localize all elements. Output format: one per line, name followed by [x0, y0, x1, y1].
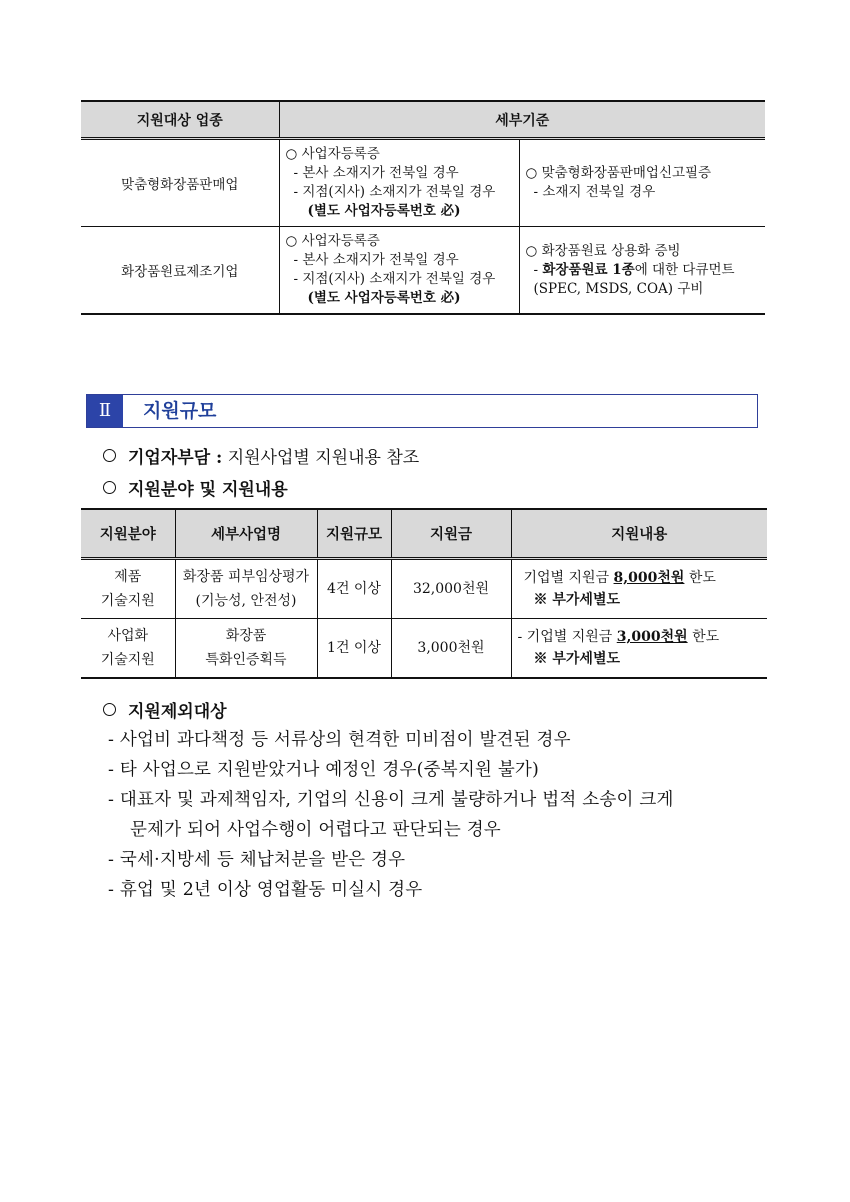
support-table — [81, 508, 767, 679]
list-item: - 타 사업으로 지원받았거나 예정인 경우(중복지원 불가) — [108, 760, 540, 780]
industry-name: 맞춤형화장품판매업 — [81, 139, 279, 227]
content-cell: - 기업별 지원금 3,000천원 한도 ※ 부가세별도 — [511, 619, 767, 679]
exclusion-title: 지원제외대상 — [103, 697, 227, 722]
field-cell: 사업화 기술지원 — [81, 619, 175, 679]
criteria-cell: ○ 맞춤형화장품판매업신고필증 - 소재지 전북일 경우 — [519, 139, 765, 227]
circle-bullet-icon — [103, 481, 116, 494]
section-title: 지원규모 — [143, 400, 217, 422]
table-row — [81, 619, 767, 679]
section-header — [86, 394, 758, 428]
criteria-cell: ○ 사업자등록증 - 본사 소재지가 전북일 경우 - 지점(지사) 소재지가 전북일 경우 (별도 사업자등록번호 必) — [279, 227, 519, 315]
table-row — [81, 559, 767, 619]
content-cell: 기업별 지원금 8,000천원 한도 ※ 부가세별도 — [511, 559, 767, 619]
header-field: 지원분야 — [81, 509, 175, 559]
table-row — [81, 227, 765, 315]
amount-cell: 32,000천원 — [391, 559, 511, 619]
support-field-bullet: 지원분야 및 지원내용 — [103, 475, 288, 500]
header-amount: 지원금 — [391, 509, 511, 559]
scale-cell: 1건 이상 — [317, 619, 391, 679]
circle-bullet-icon — [103, 449, 116, 462]
scale-cell: 4건 이상 — [317, 559, 391, 619]
eligibility-header-row — [81, 101, 765, 139]
burden-bullet: 기업자부담 : 지원사업별 지원내용 참조 — [103, 443, 419, 468]
list-item: - 휴업 및 2년 이상 영업활동 미실시 경우 — [108, 880, 423, 900]
header-criteria: 세부기준 — [279, 101, 765, 139]
header-industry: 지원대상 업종 — [81, 101, 279, 139]
industry-name: 화장품원료제조기업 — [81, 227, 279, 315]
criteria-cell: ○ 사업자등록증 - 본사 소재지가 전북일 경우 - 지점(지사) 소재지가 전북일 경우 (별도 사업자등록번호 必) — [279, 139, 519, 227]
amount-cell: 3,000천원 — [391, 619, 511, 679]
header-project: 세부사업명 — [175, 509, 317, 559]
header-content: 지원내용 — [511, 509, 767, 559]
header-scale: 지원규모 — [317, 509, 391, 559]
list-item: - 대표자 및 과제책임자, 기업의 신용이 크게 불량하거나 법적 소송이 크게 — [108, 790, 674, 810]
table-row — [81, 139, 765, 227]
project-cell: 화장품 피부임상평가 (기능성, 안전성) — [175, 559, 317, 619]
section-number: Ⅱ — [87, 395, 123, 427]
support-header-row — [81, 509, 767, 559]
list-item: - 국세·지방세 등 체납처분을 받은 경우 — [108, 850, 406, 870]
project-cell: 화장품 특화인증획득 — [175, 619, 317, 679]
list-item: 문제가 되어 사업수행이 어렵다고 판단되는 경우 — [130, 820, 501, 840]
criteria-cell: ○ 화장품원료 상용화 증빙 - 화장품원료 1종에 대한 다큐먼트 (SPEC, MSDS, COA) 구비 — [519, 227, 765, 315]
field-cell: 제품 기술지원 — [81, 559, 175, 619]
eligibility-table — [81, 100, 765, 315]
list-item: - 사업비 과다책정 등 서류상의 현격한 미비점이 발견된 경우 — [108, 730, 571, 750]
circle-bullet-icon — [103, 703, 116, 716]
